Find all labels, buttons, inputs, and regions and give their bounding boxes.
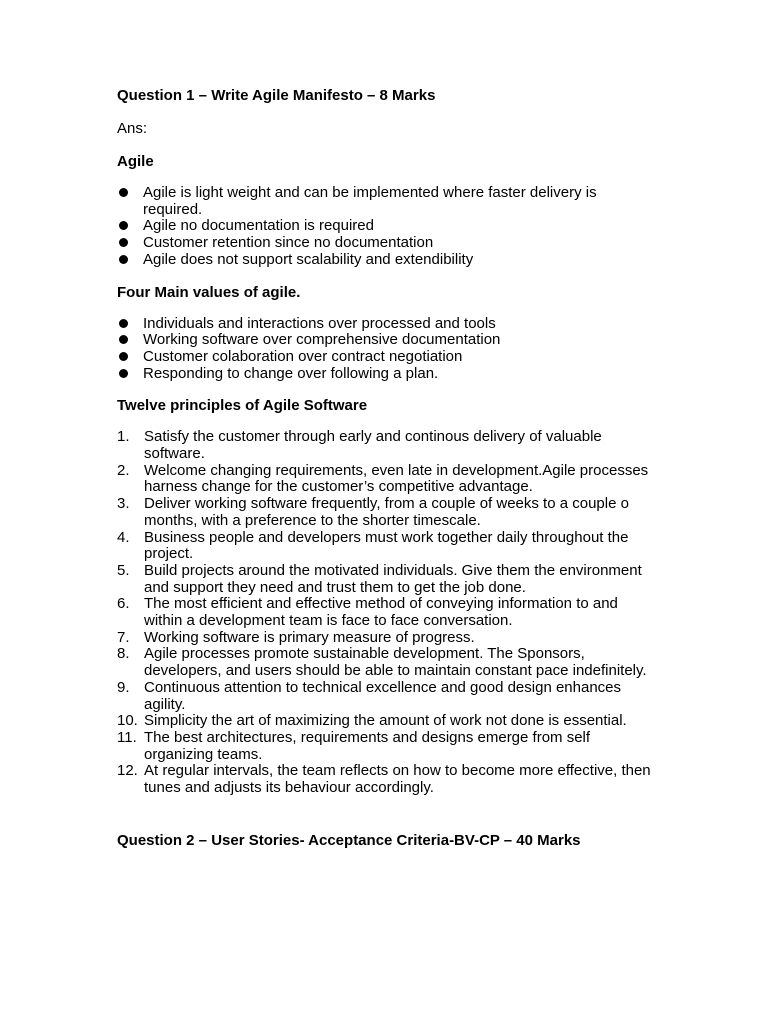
list-item — [117, 680, 657, 713]
list-item — [117, 316, 657, 333]
list-item-text: Working software is primary measure of progress. — [144, 628, 475, 646]
list-item-text: The most efficient and effective method of conveying information to and within a development team is face to face conversation. — [144, 595, 618, 630]
agile-points-list — [117, 185, 657, 269]
list-item-text: Deliver working software frequently, from a couple of weeks to a couple o months, with a preference to the shorter timescale. — [144, 495, 629, 529]
list-item-text: Responding to change over following a plan. — [143, 364, 439, 382]
list-item — [117, 349, 657, 366]
list-item — [117, 496, 657, 529]
list-item — [117, 713, 657, 730]
list-item — [117, 630, 657, 647]
list-item — [117, 730, 657, 763]
list-item-number: 10. — [117, 712, 138, 730]
list-item-text: Agile processes promote sustainable development. The Sponsors, developers, and users should be able to maintain constant pace indefinitely. — [144, 645, 647, 680]
list-item-number: 1. — [117, 428, 130, 446]
list-item-text: Build projects around the motivated individuals. Give them the environment and support they need and trust them to get the job done. — [144, 561, 642, 596]
list-item — [117, 563, 657, 596]
bullet-icon — [119, 188, 128, 197]
list-item-text: Agile is light weight and can be implemented where faster delivery is required. — [143, 184, 597, 218]
agile-heading: Agile — [117, 153, 154, 170]
list-item-number: 2. — [117, 461, 130, 479]
list-item-text: Satisfy the customer through early and continous delivery of valuable software. — [144, 428, 602, 463]
list-item-number: 4. — [117, 528, 130, 546]
list-item-number: 6. — [117, 595, 130, 613]
list-item-text: The best architectures, requirements and designs emerge from self organizing teams. — [144, 728, 591, 763]
ans-label: Ans: — [117, 120, 148, 137]
list-item — [117, 530, 657, 563]
list-item-text: Welcome changing requirements, even late in development.Agile processes harness change for the customer’s competitive advantage. — [144, 461, 649, 496]
values-heading: Four Main values of agile. — [117, 283, 301, 301]
list-item-number: 5. — [117, 561, 130, 579]
list-item — [117, 596, 657, 629]
list-item-text: Customer colaboration over contract negotiation — [143, 347, 463, 365]
list-item-text: Business people and developers must work together daily throughout the project. — [144, 528, 629, 563]
list-item — [117, 763, 657, 796]
list-item-number: 8. — [117, 645, 130, 663]
principles-list — [117, 429, 657, 796]
list-item-number: 11. — [117, 728, 137, 746]
question-1-heading: Question 1 – Write Agile Manifesto – 8 Marks — [117, 87, 436, 104]
bullet-icon — [119, 369, 128, 378]
bullet-icon — [119, 255, 128, 264]
list-item-number: 12. — [117, 762, 138, 780]
bullet-icon — [119, 238, 128, 247]
list-item — [117, 185, 657, 218]
list-item-text: Simplicity the art of maximizing the amount of work not done is essential. — [144, 712, 627, 730]
list-item-text: At regular intervals, the team reflects on how to become more effective, then tunes and adjusts its behaviour accordingly. — [144, 762, 651, 797]
list-item — [117, 235, 657, 252]
list-item — [117, 332, 657, 349]
list-item-text: Agile no documentation is required — [143, 217, 374, 235]
list-item — [117, 252, 657, 269]
list-item — [117, 218, 657, 235]
list-item — [117, 646, 657, 679]
list-item-text: Customer retention since no documentation — [143, 234, 434, 252]
bullet-icon — [119, 319, 128, 328]
list-item-number: 7. — [117, 628, 130, 646]
values-list — [117, 316, 657, 383]
list-item — [117, 463, 657, 496]
list-item-number: 3. — [117, 495, 130, 513]
list-item — [117, 366, 657, 383]
bullet-icon — [119, 335, 128, 344]
question-2-heading: Question 2 – User Stories- Acceptance Criteria-BV-CP – 40 Marks — [117, 831, 581, 849]
principles-heading: Twelve principles of Agile Software — [117, 397, 368, 415]
document-page — [117, 86, 657, 850]
list-item-text: Agile does not support scalability and extendibility — [143, 250, 474, 268]
list-item-text: Individuals and interactions over processed and tools — [143, 314, 496, 332]
list-item-text: Working software over comprehensive documentation — [143, 331, 501, 349]
bullet-icon — [119, 352, 128, 361]
bullet-icon — [119, 221, 128, 230]
list-item-text: Continuous attention to technical excellence and good design enhances agility. — [144, 678, 622, 713]
list-item-number: 9. — [117, 678, 130, 696]
list-item — [117, 429, 657, 462]
